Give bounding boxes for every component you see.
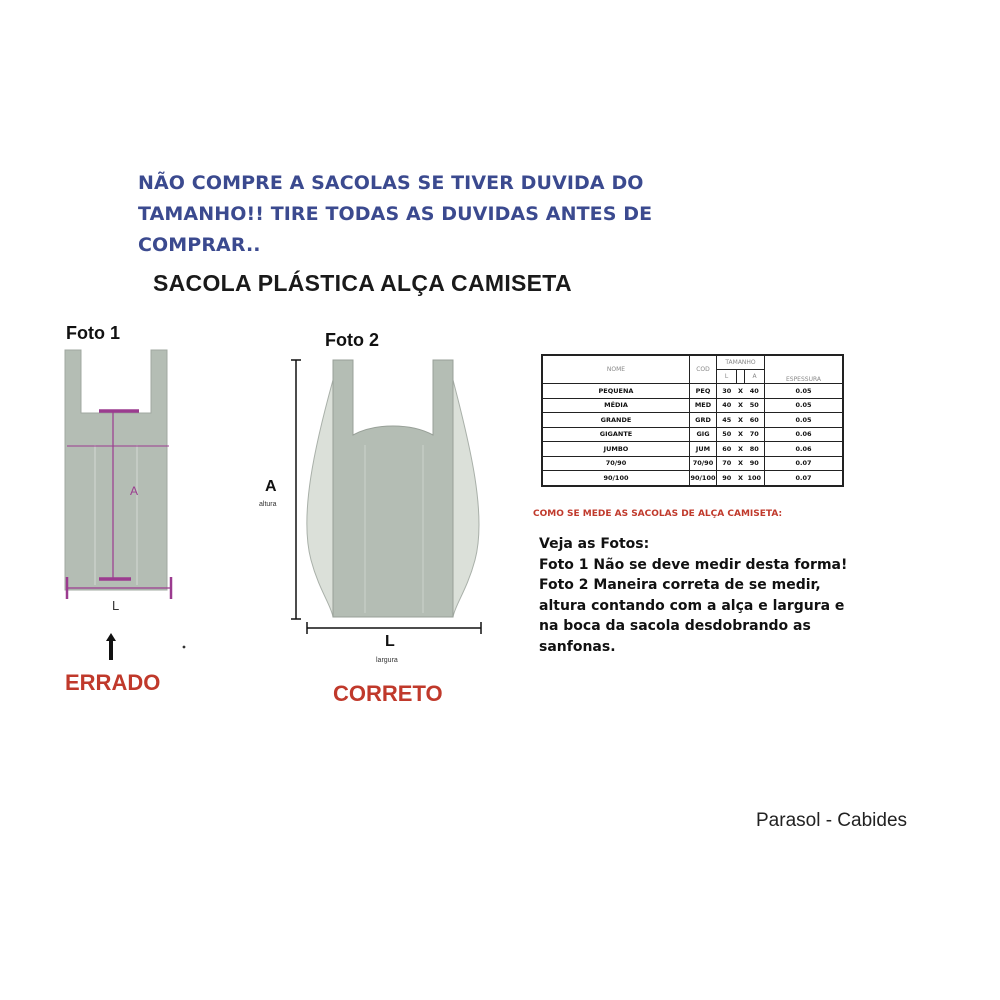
table-cell-cod: MED	[690, 398, 717, 413]
table-cell-a: 80	[745, 442, 765, 457]
table-cell-esp: 0.07	[765, 471, 843, 486]
foto2-dim-l: L	[385, 633, 395, 650]
table-cell-cod: GIG	[690, 427, 717, 442]
size-table	[541, 354, 844, 487]
table-cell-esp: 0.05	[765, 398, 843, 413]
table-row	[543, 413, 843, 428]
instruction-line: na boca da sacola desdobrando as	[539, 618, 811, 634]
table-cell-cod: 70/90	[690, 456, 717, 471]
foto2-label: Foto 2	[325, 330, 379, 350]
table-cell-x: X	[737, 384, 745, 399]
table-cell-nome: JUMBO	[543, 442, 690, 457]
table-cell-esp: 0.06	[765, 442, 843, 457]
table-cell-l: 60	[717, 442, 737, 457]
arrow-up-icon	[100, 630, 195, 664]
col-header-cod: COD	[690, 356, 717, 384]
table-cell-a: 40	[745, 384, 765, 399]
table-cell-cod: PEQ	[690, 384, 717, 399]
table-cell-esp: 0.07	[765, 456, 843, 471]
table-cell-l: 30	[717, 384, 737, 399]
product-title: SACOLA PLÁSTICA ALÇA CAMISETA	[153, 270, 572, 296]
brand-label: Parasol - Cabides	[756, 810, 908, 831]
table-cell-cod: GRD	[690, 413, 717, 428]
table-cell-a: 100	[745, 471, 765, 486]
table-row	[543, 398, 843, 413]
table-cell-l: 70	[717, 456, 737, 471]
verdict-wrong: ERRADO	[65, 670, 161, 695]
table-cell-x: X	[737, 442, 745, 457]
table-cell-nome: GIGANTE	[543, 427, 690, 442]
table-cell-nome: 70/90	[543, 456, 690, 471]
table-cell-nome: GRANDE	[543, 413, 690, 428]
foto2-dim-a-sub: altura	[259, 501, 277, 508]
instruction-line: Foto 1 Não se deve medir desta forma!	[539, 556, 848, 573]
table-cell-a: 60	[745, 413, 765, 428]
instruction-line: sanfonas.	[539, 638, 616, 655]
table-cell-x: X	[737, 413, 745, 428]
table-cell-l: 45	[717, 413, 737, 428]
table-cell-nome: MÉDIA	[543, 398, 690, 413]
table-row	[543, 456, 843, 471]
table-row	[543, 471, 843, 486]
table-cell-esp: 0.06	[765, 427, 843, 442]
table-cell-l: 90	[717, 471, 737, 486]
warning-line: COMPRAR..	[138, 234, 261, 256]
table-cell-x: X	[737, 471, 745, 486]
table-cell-x: X	[737, 427, 745, 442]
table-cell-esp: 0.05	[765, 384, 843, 399]
col-header-tamanho: TAMANHO	[717, 356, 765, 370]
table-cell-l: 50	[717, 427, 737, 442]
col-header-a: A	[745, 370, 765, 384]
foto1-label: Foto 1	[66, 323, 120, 343]
foto1-bag-illustration	[55, 345, 195, 610]
col-header-espessura: ESPESSURA	[765, 356, 843, 384]
foto1-dim-a: A	[130, 484, 139, 498]
warning-text	[138, 168, 678, 261]
foto1-dim-l: L	[112, 598, 120, 613]
table-cell-cod: JUM	[690, 442, 717, 457]
how-to-measure-title: COMO SE MEDE AS SACOLAS DE ALÇA CAMISETA:	[533, 509, 783, 519]
col-header-l: L	[717, 370, 737, 384]
instruction-line: altura contando com a alça e largura e	[539, 597, 845, 614]
instruction-line: Foto 2 Maneira correta de se medir,	[539, 577, 821, 593]
table-cell-a: 90	[745, 456, 765, 471]
col-header-nome: NOME	[543, 356, 690, 384]
table-cell-nome: 90/100	[543, 471, 690, 486]
table-cell-x: X	[737, 398, 745, 413]
instruction-line: Veja as Fotos:	[539, 536, 650, 552]
table-row	[543, 427, 843, 442]
table-cell-cod: 90/100	[690, 471, 717, 486]
table-row	[543, 442, 843, 457]
foto2-dim-a: A	[265, 478, 277, 495]
table-cell-l: 40	[717, 398, 737, 413]
table-cell-nome: PEQUENA	[543, 384, 690, 399]
foto2-bag-illustration	[285, 355, 495, 640]
table-cell-x: X	[737, 456, 745, 471]
verdict-correct: CORRETO	[333, 681, 443, 706]
table-cell-esp: 0.05	[765, 413, 843, 428]
warning-line: TAMANHO!! TIRE TODAS AS DUVIDAS ANTES DE	[138, 203, 653, 225]
instructions	[539, 534, 869, 657]
table-cell-a: 50	[745, 398, 765, 413]
table-row	[543, 384, 843, 399]
table-cell-a: 70	[745, 427, 765, 442]
warning-line: NÃO COMPRE A SACOLAS SE TIVER DUVIDA DO	[138, 172, 644, 194]
foto2-dim-l-sub: largura	[376, 657, 398, 664]
